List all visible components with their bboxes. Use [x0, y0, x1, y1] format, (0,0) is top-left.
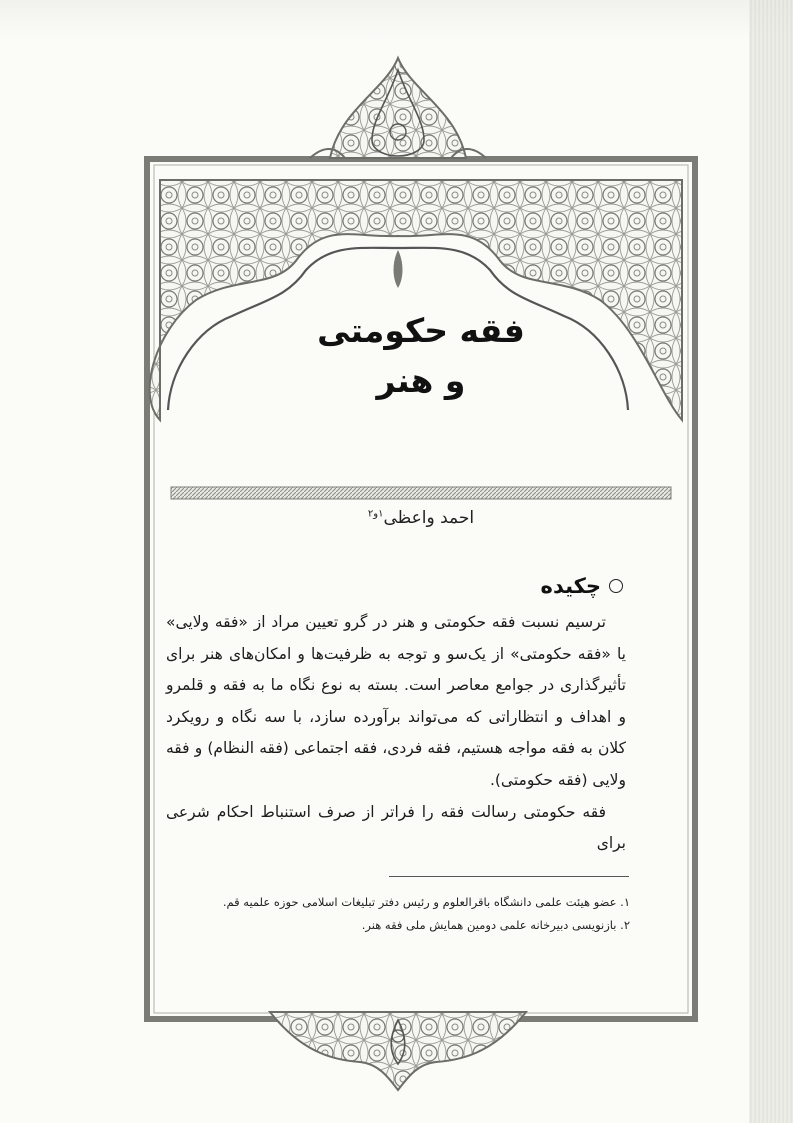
abstract-paragraph-2: فقه حکومتی رسالت فقه را فراتر از صرف استنباط احکام شرعی برای	[166, 802, 626, 853]
abstract-paragraph-1: ترسیم نسبت فقه حکومتی و هنر در گرو تعیین مراد از «فقه ولایی» یا «فقه حکومتی» از یک‌سو و توجه به ظرفیت‌ها و امکان‌های هنر برای تأثیرگذاری در جوامع معاصر است. بسته به نوع نگاه ما به فقه و قلمرو و اهداف و انتظاراتی که می‌تواند برآورده سازد، با سه نگاه و رویکرد کلان به فقه مواجه هستیم، فقه فردی، فقه اجتماعی (فقه النظام) و فقه ولایی (فقه حکومتی).	[166, 613, 626, 789]
abstract-heading	[541, 574, 623, 598]
bottom-crest-ornament	[270, 1012, 526, 1090]
author-name: احمد واعظی	[383, 508, 475, 528]
abstract-body	[166, 607, 626, 860]
author-line	[150, 508, 692, 528]
footnote-divider	[389, 876, 629, 877]
abstract-heading-text: چکیده	[540, 574, 601, 598]
divider-band	[171, 487, 671, 499]
circle-bullet-icon	[609, 579, 623, 593]
author-footnote-marks: ۱و۲	[367, 508, 384, 520]
footnote-1: ۱. عضو هیئت علمی دانشگاه باقرالعلوم و رئیس دفتر تبلیغات اسلامی حوزه علمیه قم.	[222, 895, 630, 909]
footnote-2: ۲. بازنویسی دبیرخانه علمی دومین همایش ملی فقه هنر.	[361, 918, 630, 932]
article-title-line-2: و هنر	[376, 361, 466, 400]
top-crest-ornament	[310, 58, 486, 158]
footnotes	[200, 891, 630, 937]
article-title-line-1: فقه حکومتی	[317, 311, 525, 350]
